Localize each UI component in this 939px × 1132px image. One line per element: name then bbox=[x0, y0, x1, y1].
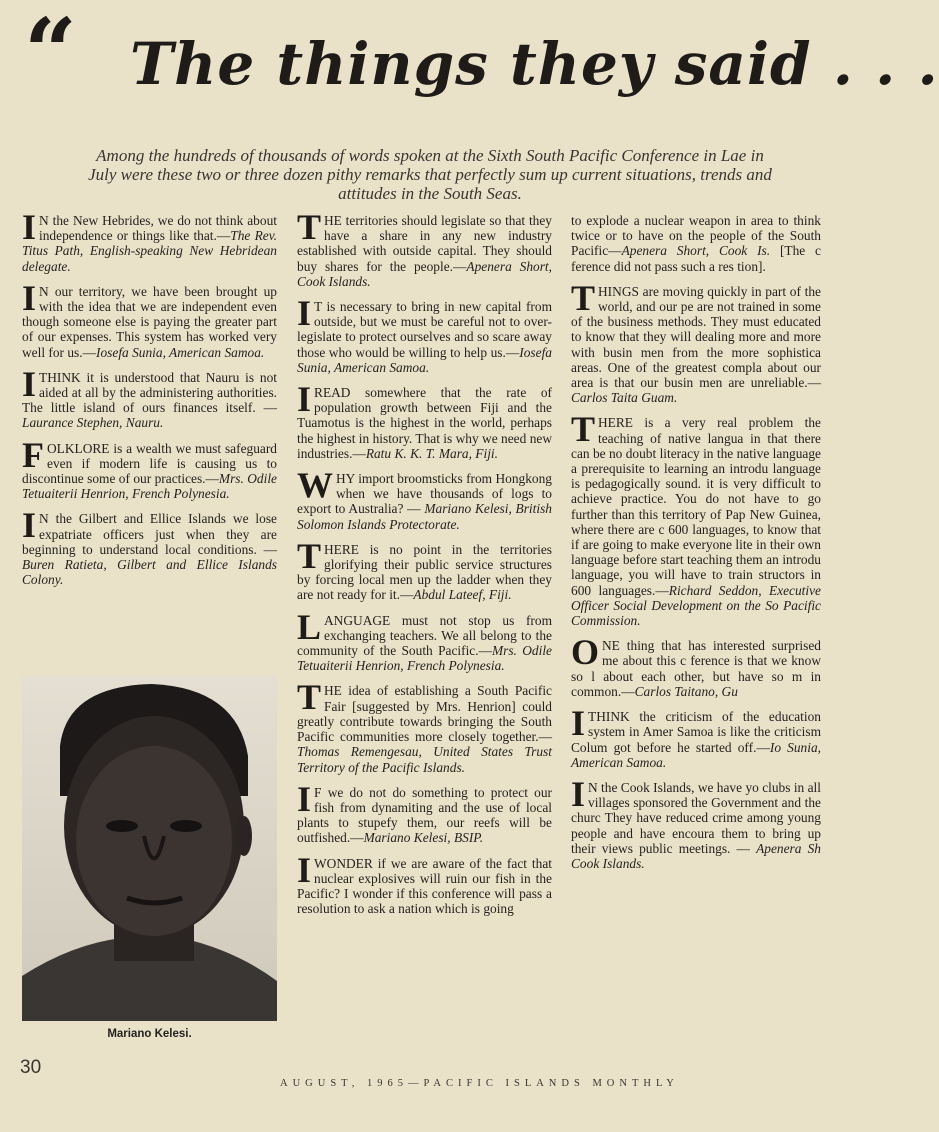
drop-cap: I bbox=[297, 849, 312, 890]
quote-text: to explode a nuclear weapon in area to think twice or to have on the people of the South Pacific— bbox=[571, 213, 821, 259]
quote-attribution: Mariano Kelesi, British Solomon Islands Protectorate. bbox=[297, 501, 552, 532]
column-2 bbox=[297, 207, 552, 926]
drop-cap: W bbox=[297, 465, 333, 506]
quote-attribution: Apenera Short, Cook Is. bbox=[621, 243, 771, 259]
quote-text: is a wealth we must safeguard even if modern life is causing us to discontinue some of our practices.— bbox=[22, 440, 277, 487]
quote-text: we do not do something to protect our fish from dynamiting and the use of local plants to stupefy them, our reefs will be outfished.— bbox=[297, 784, 552, 846]
quote-lead: THINK bbox=[39, 369, 81, 385]
quote-attribution: Io Sunia, American Samoa. bbox=[571, 739, 821, 770]
quote-text: is necessary to bring in new capital from outside, but we must be careful not to over-legislate to protect ourselves and so scare away those who would be willing to help us.— bbox=[297, 299, 552, 360]
quote-attribution: Apenera Sh Cook Islands. bbox=[571, 840, 821, 871]
quote-text: idea of establishing a South Pacific Fair [suggested by Mrs. Henrion] could greatly contribute towards bringing the South Pacific communities more closely together.— bbox=[297, 683, 552, 745]
drop-cap: T bbox=[571, 409, 596, 450]
quote-attribution: Iosefa Sunia, American Samoa. bbox=[297, 344, 552, 375]
quote-1 bbox=[22, 207, 277, 274]
quote-8 bbox=[297, 379, 552, 461]
portrait-photo bbox=[22, 676, 277, 1021]
quote-6 bbox=[297, 207, 552, 289]
quote-attribution: Mariano Kelesi, BSIP. bbox=[363, 830, 484, 846]
quote-text: is a very real problem the teaching of native langua in that there can be no doubt literacy in the native language a prerequisite to learning an introdu language is pedagogically sound. it is very difficult to achieve practice. You do not have to go further than this territory of Pap New Guinea, where there are c 600 languages, to know that if are going to make everyone lite in their own language before start teaching them an introdu language, you will have to train structors in 600 languages.— bbox=[571, 415, 821, 598]
quote-lead: T bbox=[314, 299, 322, 315]
drop-cap: O bbox=[571, 632, 600, 673]
quote-5 bbox=[22, 505, 277, 588]
drop-cap: I bbox=[22, 277, 37, 318]
quote-text: are moving quickly in part of the world, and our pe are not trained in some of the business methods. They must educated to know that they will dealing more and more with busin men from the more sophistica areas. One of the greatest compla about our area is that our busin men are unreliable.— bbox=[571, 283, 821, 391]
drop-cap: T bbox=[297, 677, 322, 718]
column-3 bbox=[571, 213, 821, 881]
quote-lead: READ bbox=[314, 385, 351, 401]
quote-attribution: Mrs. Odile Tetuaiterii Henrion, French Polynesia. bbox=[22, 471, 277, 502]
drop-cap: I bbox=[22, 207, 37, 247]
photo-caption: Mariano Kelesi. bbox=[107, 1028, 192, 1040]
quote-text: import broomsticks from Hongkong when we have thousands of logs to export to Australia? — bbox=[297, 471, 552, 517]
quote-text: the criticism of the education system in Amer Samoa is like the criticism Colum got before he started off.— bbox=[571, 709, 821, 755]
quote-attribution: Iosefa Sunia, American Samoa. bbox=[96, 344, 265, 360]
quote-lead: N bbox=[39, 511, 49, 527]
quote-text: the Gilbert and Ellice Islands we lose expatriate officers just when they are beginning to understand local conditions. — bbox=[22, 511, 277, 557]
quote-attribution: The Rev. Titus Path, English-speaking New Hebridean delegate. bbox=[22, 228, 277, 274]
quote-lead: THINK bbox=[588, 709, 630, 725]
quote-text: the Cook Islands, we have yo clubs in all villages sponsored the Government and the churc They have reduced crime among young people and have encoura them to bring up their views public meetings. — bbox=[571, 779, 821, 856]
quote-16 bbox=[571, 409, 821, 629]
drop-cap: L bbox=[297, 606, 322, 647]
quote-text: our territory, we have been brought up with the idea that we are independent even though someone else is paying the greater part of our expenses. This system has worked very well for us.— bbox=[22, 283, 277, 360]
quote-9 bbox=[297, 465, 552, 532]
quote-text: is no point in the territories glorifying their public service structures by forcing local men up the ladder when they are not ready for it.— bbox=[297, 541, 552, 603]
drop-cap: F bbox=[22, 434, 44, 475]
quote-lead: HE bbox=[324, 683, 342, 699]
quote-lead: HERE bbox=[324, 541, 359, 557]
quote-attribution: Ratu K. K. T. Mara, Fiji. bbox=[365, 445, 498, 461]
quote-attribution: Carlos Taitano, Gu bbox=[634, 683, 738, 699]
drop-cap: I bbox=[297, 293, 312, 334]
quote-attribution: Buren Ratieta, Gilbert and Ellice Islands Colony. bbox=[22, 557, 277, 588]
portrait-figure bbox=[22, 676, 277, 1052]
quote-2 bbox=[22, 277, 277, 360]
quote-7 bbox=[297, 293, 552, 375]
quote-text: it is understood that Nauru is not aided at all by the administering authorities. The little island of ours finances itself. — bbox=[22, 369, 277, 416]
quote-13 bbox=[297, 778, 552, 846]
quote-lead: OLKLORE bbox=[47, 440, 110, 456]
intro-paragraph: Among the hundreds of thousands of words spoken at the Sixth South Pacific Conference in Lae in July were these two or three dozen pithy remarks that perfectly sum up current situations, trends and attitudes in the South Seas. bbox=[88, 146, 772, 203]
quote-text: if we are aware of the fact that nuclear explosives will ruin our fish in the Pacific? I wonder if this conference will pass a resolution to ask a nation which is going bbox=[297, 855, 552, 917]
quote-attribution: Abdul Lateef, Fiji. bbox=[413, 587, 512, 603]
quote-lead: N bbox=[39, 213, 49, 228]
quote-lead: N bbox=[588, 779, 598, 795]
quote-lead: WONDER bbox=[314, 855, 373, 871]
drop-cap: I bbox=[22, 505, 37, 546]
drop-cap: I bbox=[297, 778, 312, 819]
quote-text: thing that has interested surprised me about this c ference is that we know so l about each other, but have so m in common.— bbox=[571, 638, 821, 699]
quote-17 bbox=[571, 632, 821, 699]
quote-lead: N bbox=[39, 283, 49, 299]
quote-14 bbox=[297, 849, 552, 917]
drop-cap: I bbox=[571, 703, 586, 744]
quote-12 bbox=[297, 677, 552, 775]
drop-cap: T bbox=[297, 535, 322, 576]
column-1 bbox=[22, 207, 277, 597]
quote-11 bbox=[297, 606, 552, 674]
quote-15 bbox=[571, 277, 821, 406]
quote-lead: F bbox=[314, 784, 322, 800]
quote-text: territories should legislate so that they have a share in any new industry established with outside capital. They should buy shares for the people.— bbox=[297, 213, 552, 274]
drop-cap: T bbox=[571, 277, 596, 318]
quote-attribution: Richard Seddon, Executive Officer Social Development on the So Pacific Commission. bbox=[571, 582, 821, 629]
quote-text: the New Hebrides, we do not think about independence or things like that.— bbox=[39, 213, 277, 244]
quote-lead: HE bbox=[324, 213, 342, 228]
drop-cap: I bbox=[571, 773, 586, 814]
quote-lead: ANGUAGE bbox=[324, 612, 391, 628]
quote-lead: HERE bbox=[598, 415, 633, 431]
quote-19 bbox=[571, 773, 821, 871]
quote-18 bbox=[571, 703, 821, 770]
editor-note: [The c ference did not pass such a res tion]. bbox=[571, 243, 822, 274]
quote-4 bbox=[22, 434, 277, 502]
drop-cap: I bbox=[22, 363, 37, 404]
page-number: 30 bbox=[20, 1057, 42, 1078]
quote-attribution: Laurance Stephen, Nauru. bbox=[22, 415, 164, 431]
quote-attribution: Apenera Short, Cook Islands. bbox=[297, 258, 552, 289]
quote-lead: HINGS bbox=[598, 283, 639, 299]
drop-cap: T bbox=[297, 207, 322, 247]
quote-text: must not stop us from exchanging teachers. We all belong to the community of the South Pacific.— bbox=[297, 612, 552, 659]
drop-cap: I bbox=[297, 379, 312, 420]
quote-attribution: Thomas Remengesau, United States Trust Territory of the Pacific Islands. bbox=[297, 744, 552, 775]
running-footer: AUGUST, 1965—PACIFIC ISLANDS MONTHLY bbox=[280, 1078, 679, 1089]
quote-14-continued bbox=[571, 213, 821, 274]
open-quote-mark: “ bbox=[24, 0, 77, 106]
quote-10 bbox=[297, 535, 552, 603]
quote-attribution: Carlos Taita Guam. bbox=[571, 390, 678, 406]
quote-text: somewhere that the rate of population growth between Fiji and the Tuamotus is the highest in the world, perhaps the highest in history. That is why we need new industries.— bbox=[297, 385, 552, 461]
quote-attribution: Mrs. Odile Tetuaiterii Henrion, French Polynesia. bbox=[297, 643, 552, 674]
page-title: The things they said . . . bbox=[130, 30, 939, 98]
quote-lead: HY bbox=[336, 471, 355, 487]
quote-lead: NE bbox=[602, 638, 620, 654]
quote-3 bbox=[22, 363, 277, 431]
